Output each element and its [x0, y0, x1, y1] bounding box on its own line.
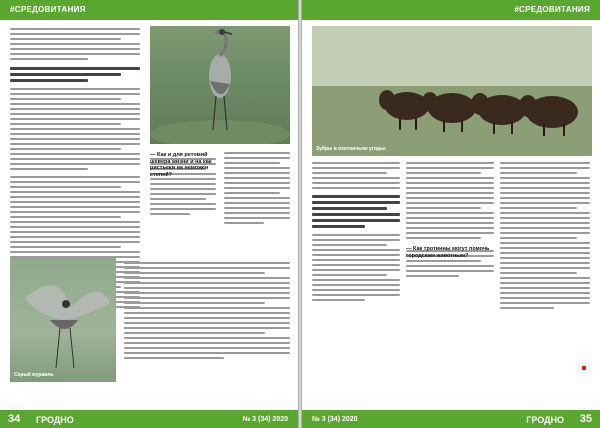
- right-issue: № 3 (34) 2020: [312, 416, 358, 423]
- right-header-band: [302, 0, 600, 20]
- bison-caption: Зубры в охотничьем угодье: [316, 146, 386, 152]
- left-brand: ГРОДНО: [36, 415, 74, 425]
- crane-illustration: [150, 26, 290, 144]
- right-column-3: [500, 162, 590, 312]
- section-tag-right: #СРЕДОВИТАНИЯ: [514, 5, 590, 14]
- left-bottom-text: [124, 262, 290, 362]
- bison-herd-illustration: [312, 26, 592, 156]
- bison-question: — Как тротинны могут помочь городским животным?: [406, 246, 490, 259]
- right-brand: ГРОДНО: [526, 415, 564, 425]
- section-tag: #СРЕДОВИТАНИЯ: [10, 5, 86, 14]
- right-column-2: [406, 162, 494, 280]
- left-header-band: [0, 0, 298, 20]
- left-issue: № 3 (34) 2020: [242, 416, 288, 423]
- left-column-2: [150, 152, 216, 218]
- right-page-number: 35: [579, 413, 592, 425]
- crane-photo-bottom: [10, 258, 116, 382]
- left-column-3: [224, 152, 290, 227]
- right-footer-band: [302, 410, 600, 428]
- right-page: [302, 0, 600, 428]
- crane-photo-top: [150, 26, 290, 144]
- left-page: [0, 0, 298, 428]
- crane-flying-illustration: [10, 258, 116, 382]
- left-footer-band: [0, 410, 298, 428]
- right-column-1: [312, 162, 400, 304]
- crane-caption: Серый журавль: [14, 372, 54, 378]
- left-page-number: 34: [8, 413, 21, 425]
- question-headline: — Как и для ретомий шевера жизни и на как ристьеки на неможен степей?: [150, 152, 212, 178]
- bison-photo: [312, 26, 592, 156]
- end-marker: [582, 366, 586, 370]
